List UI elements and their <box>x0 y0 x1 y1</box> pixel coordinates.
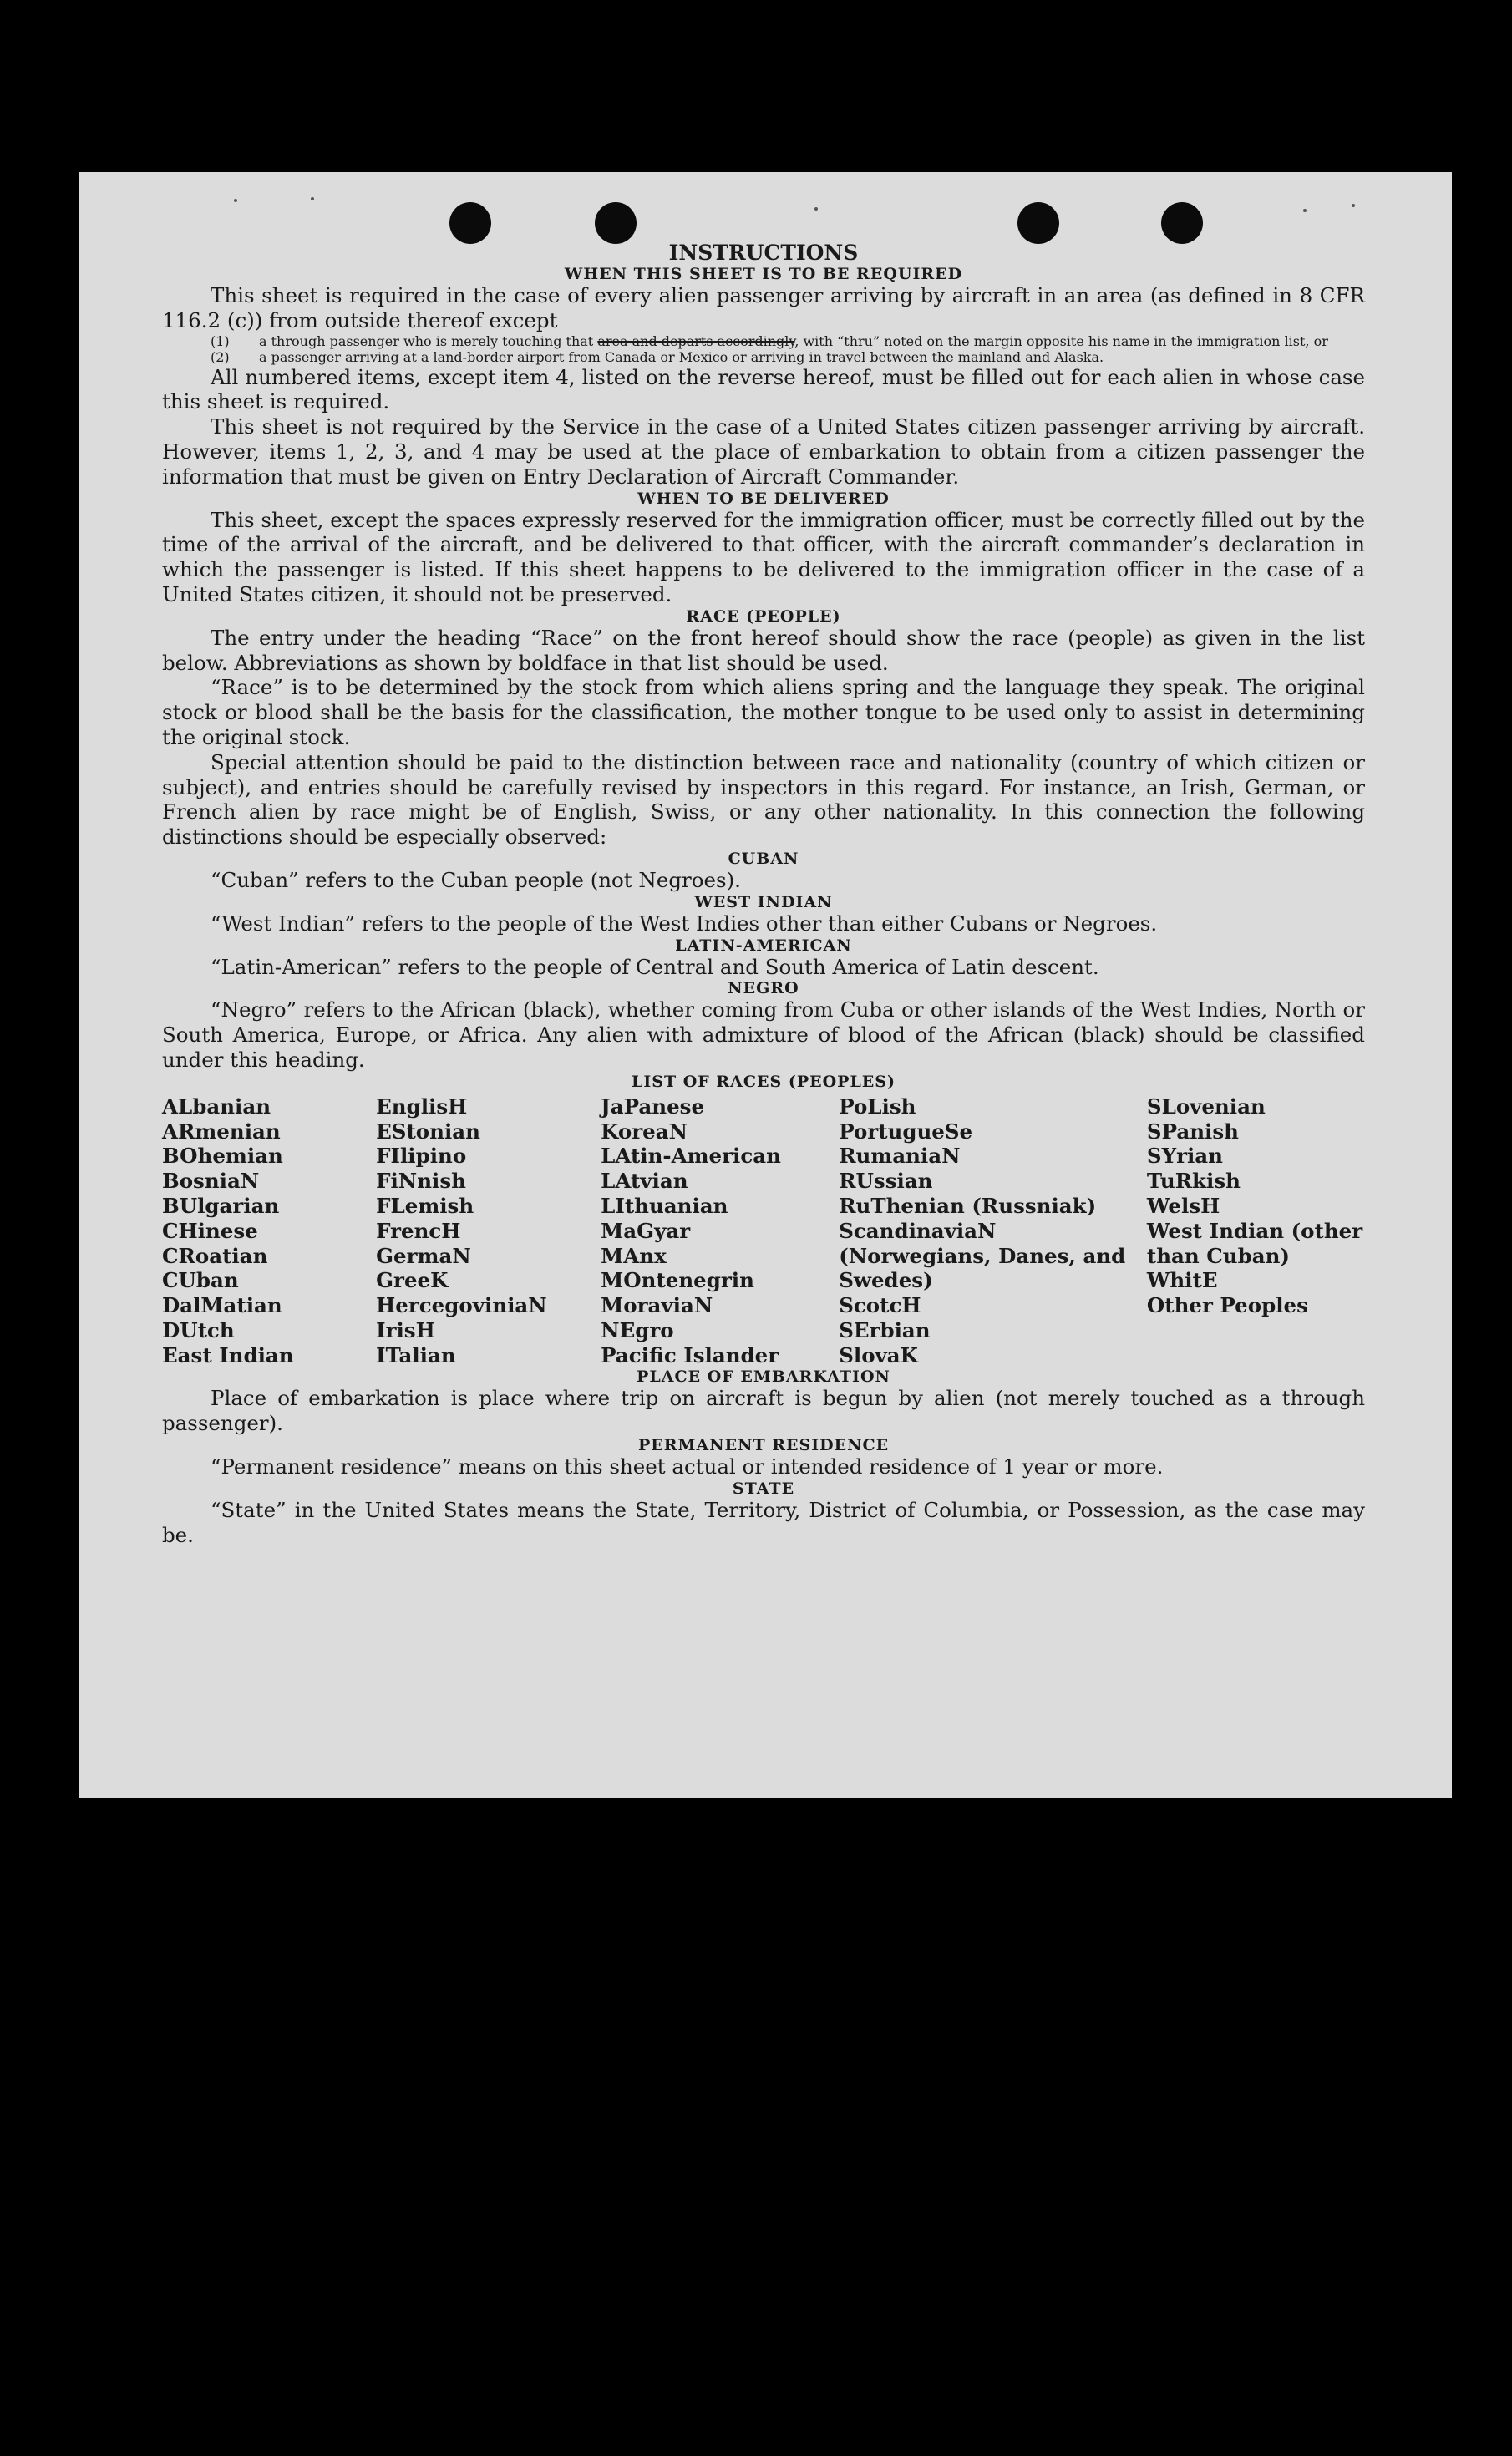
race-entry: SErbian <box>839 1317 931 1342</box>
item1-text-a: a through passenger who is merely touching that <box>259 332 594 349</box>
item-text <box>259 333 1365 349</box>
punch-hole <box>1161 202 1203 244</box>
when-required-paragraph-3: This sheet is not required by the Service in the case of a United States citizen passenger arriving by aircraft. However, items 1, 2, 3, and 4 may be used at the place of embarkation to obtain from a citizen passenger the information that must be given on Entry Declaration of Aircraft Commander. <box>162 414 1365 489</box>
race-entry: MaGyar <box>601 1218 691 1243</box>
race-entry: BOhemian <box>162 1144 283 1169</box>
punch-hole <box>595 202 637 244</box>
race-entry: FrencH <box>376 1218 461 1243</box>
paper-speck <box>234 199 237 202</box>
section-heading-embarkation: PLACE OF EMBARKATION <box>637 1368 890 1387</box>
race-entry: FIlipino <box>376 1144 467 1169</box>
race-entry: JaPanese <box>601 1094 705 1119</box>
when-required-paragraph-2: All numbered items, except item 4, listed on the reverse hereof, must be filled out for each alien in whose case this sheet is required. <box>162 364 1365 414</box>
paper-speck <box>1303 209 1307 212</box>
race-entry: TuRkish <box>1146 1169 1241 1194</box>
races-column-2 <box>376 1094 601 1368</box>
race-entry: CRoatian <box>162 1243 268 1268</box>
embarkation-text: Place of embarkation is place where trip on aircraft is begun by alien (not merely touched as a through passenger). <box>162 1386 1365 1436</box>
negro-text: “Negro” refers to the African (black), whether coming from Cuba or other islands of the West Indies, North or South America, Europe, or Africa. Any alien with admixture of blood of the African (black) should be classified under this heading. <box>162 997 1365 1072</box>
races-column-3 <box>601 1094 839 1368</box>
race-entry: MAnx <box>601 1243 667 1268</box>
race-entry: DalMatian <box>162 1293 282 1318</box>
race-entry: DUtch <box>162 1317 235 1342</box>
race-entry: FiNnish <box>376 1169 466 1194</box>
paper-speck <box>311 197 314 200</box>
section-heading-list-of-races: LIST OF RACES (PEOPLES) <box>632 1072 896 1091</box>
race-entry: LAtvian <box>601 1169 688 1194</box>
residence-text: “Permanent residence” means on this sheet actual or intended residence of 1 year or more. <box>211 1454 1164 1479</box>
race-entry: SlovaK <box>839 1342 918 1368</box>
race-entry: ScandinaviaN (Norwegians, Danes, and Swedes) <box>839 1218 1126 1293</box>
race-entry: Other Peoples <box>1146 1293 1308 1318</box>
race-entry: CHinese <box>162 1218 258 1243</box>
race-entry: RumaniaN <box>839 1144 961 1169</box>
section-heading-permanent-residence: PERMANENT RESIDENCE <box>637 1436 890 1455</box>
section-heading-when-delivered: WHEN TO BE DELIVERED <box>637 489 890 508</box>
instruction-sheet <box>79 172 1452 1798</box>
race-entry: NEgro <box>601 1317 674 1342</box>
race-paragraph-1: The entry under the heading “Race” on the front hereof should show the race (people) as given in the list below. Abbreviations as shown by boldface in that list should be used. <box>162 625 1365 675</box>
race-entry: Pacific Islander <box>601 1342 779 1368</box>
race-entry: SPanish <box>1146 1119 1239 1144</box>
when-delivered-text: This sheet, except the spaces expressly reserved for the immigration officer, must be correctly filled out by the time of the arrival of the aircraft, and be delivered to that officer, with the aircraft commander’s declaration in which the passenger is listed. If this sheet happens to be delivered to the immigration officer in the case of a United States citizen, it should not be preserved. <box>162 507 1365 606</box>
race-entry: ARmenian <box>162 1119 281 1144</box>
race-entry: EnglisH <box>376 1094 468 1119</box>
race-entry: BUlgarian <box>162 1193 280 1218</box>
race-entry: ALbanian <box>162 1094 271 1119</box>
race-entry: HercegoviniaN <box>376 1293 547 1318</box>
race-entry: SLovenian <box>1146 1094 1266 1119</box>
section-heading-cuban: CUBAN <box>728 849 799 868</box>
races-list <box>162 1094 1365 1368</box>
race-entry: BosniaN <box>162 1169 260 1194</box>
race-entry: WelsH <box>1146 1193 1220 1218</box>
race-entry: EStonian <box>376 1119 480 1144</box>
race-entry: PortugueSe <box>839 1119 973 1144</box>
race-entry: LAtin-American <box>601 1144 781 1169</box>
section-heading-state: STATE <box>732 1479 795 1498</box>
races-column-5 <box>1147 1094 1365 1368</box>
race-entry: SYrian <box>1146 1144 1223 1169</box>
race-entry: GreeK <box>376 1268 449 1293</box>
section-heading-west-indian: WEST INDIAN <box>694 892 833 911</box>
race-entry: MOntenegrin <box>601 1268 754 1293</box>
race-entry: MoraviaN <box>601 1293 713 1318</box>
west-indian-text: “West Indian” refers to the people of the West Indies other than either Cubans or Negroes. <box>211 911 1158 936</box>
state-text: “State” in the United States means the State, Territory, District of Columbia, or Possession, as the case may be. <box>162 1497 1365 1547</box>
page-title: INSTRUCTIONS <box>668 241 859 265</box>
race-entry: RuThenian (Russniak) <box>839 1193 1097 1218</box>
race-entry: FLemish <box>376 1193 474 1218</box>
race-entry: GermaN <box>376 1243 471 1268</box>
punch-hole <box>1017 202 1059 244</box>
section-heading-when-required: WHEN THIS SHEET IS TO BE REQUIRED <box>564 265 963 283</box>
section-heading-latin-american: LATIN-AMERICAN <box>675 936 852 955</box>
section-heading-negro: NEGRO <box>728 979 799 998</box>
race-entry: West Indian (other than Cuban) <box>1146 1218 1363 1268</box>
race-entry: IrisH <box>376 1317 435 1342</box>
race-paragraph-3: Special attention should be paid to the distinction between race and nationality (country of which citizen or subject), and entries should be carefully revised by inspectors in this regard. For instance, an Irish, German, or French alien by race might be of English, Swiss, or any other nationality. In this connection the following distinctions should be especially observed: <box>162 749 1365 850</box>
struck-text: area and departs accordingly <box>597 332 795 349</box>
paper-speck <box>1352 204 1355 207</box>
item1-text-b: , with “thru” noted on the margin opposite his name in the immigration list, or <box>794 332 1328 349</box>
race-entry: PoLish <box>839 1094 916 1119</box>
when-required-intro: This sheet is required in the case of every alien passenger arriving by aircraft in an area (as defined in 8 CFR 116.2 (c)) from outside thereof except <box>162 283 1365 332</box>
race-entry: RUssian <box>839 1169 933 1194</box>
punch-hole <box>449 202 491 244</box>
item-number: (2) <box>211 348 230 365</box>
race-entry: East Indian <box>162 1342 294 1368</box>
race-entry: LIthuanian <box>601 1193 728 1218</box>
race-entry: ScotcH <box>839 1293 921 1318</box>
exception-item-1 <box>211 333 1365 349</box>
race-entry: WhitE <box>1146 1268 1218 1293</box>
race-entry: KoreaN <box>601 1119 688 1144</box>
latin-american-text: “Latin-American” refers to the people of Central and South America of Latin descent. <box>211 954 1099 979</box>
item-text: a passenger arriving at a land-border airport from Canada or Mexico or arriving in travel between the mainland and Alaska. <box>259 348 1104 365</box>
race-entry: ITalian <box>376 1342 456 1368</box>
exception-item-2 <box>211 349 1365 365</box>
paper-speck <box>814 207 818 211</box>
races-column-1 <box>162 1094 376 1368</box>
section-heading-race: RACE (PEOPLE) <box>686 606 841 626</box>
races-column-4 <box>839 1094 1147 1368</box>
item-number: (1) <box>211 332 230 349</box>
cuban-text: “Cuban” refers to the Cuban people (not Negroes). <box>211 867 741 892</box>
race-entry: CUban <box>162 1268 239 1293</box>
race-paragraph-2: “Race” is to be determined by the stock from which aliens spring and the language they speak. The original stock or blood shall be the basis for the classification, the mother tongue to be used only to assist in determining the original stock. <box>162 675 1365 749</box>
